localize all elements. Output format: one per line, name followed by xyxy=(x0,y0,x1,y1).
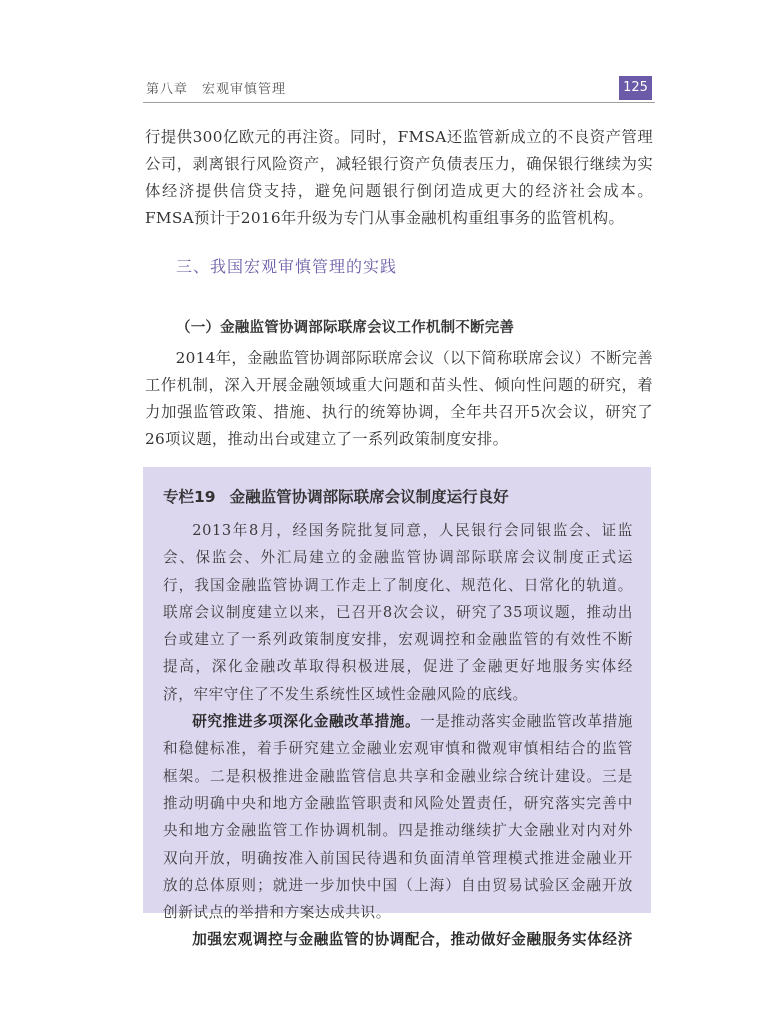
box-paragraph xyxy=(163,926,633,953)
header-divider xyxy=(143,102,655,103)
section-heading: 三、我国宏观审慎管理的实践 xyxy=(176,257,398,276)
box-title xyxy=(163,485,509,507)
chapter-header xyxy=(146,78,286,97)
intro-paragraph: 行提供300亿欧元的再注资。同时，FMSA还监管新成立的不良资产管理公司，剥离银行风险资产，减轻银行资产负债表压力，确保银行继续为实体经济提供信贷支持，避免问题银行倒闭造成更大的经济社会成本。FMSA预计于2016年升级为专门从事金融机构重组事务的监管机构。 xyxy=(145,128,653,227)
box-body xyxy=(163,517,633,954)
box-paragraph xyxy=(163,708,633,926)
chapter-number: 第八章 xyxy=(146,82,189,97)
paragraph-lead: 加强宏观调控与金融监管的协调配合，推动做好金融服务实体经济 xyxy=(192,931,633,949)
chapter-title: 宏观审慎管理 xyxy=(202,82,287,97)
paragraph-text: 一是推动落实金融监管改革措施和稳健标准，着手研究建立金融业宏观审慎和微观审慎相结合的监管框架。二是积极推进金融监管信息共享和金融业综合统计建设。三是推动明确中央和地方金融监管职责和风险处置责任，研究落实完善中央和地方金融监管工作协调机制。四是推动继续扩大金融业对内对外双向开放，明确按准入前国民待遇和负面清单管理模式推进金融业开放的总体原则；就进一步加快中国（上海）自由贸易试验区金融开放创新试点的举措和方案达成共识。 xyxy=(163,713,633,922)
box-label: 专栏19 xyxy=(163,488,216,506)
paragraph-text: 2013年8月，经国务院批复同意，人民银行会同银监会、证监会、保监会、外汇局建立的金融监管协调部际联席会议制度正式运行，我国金融监管协调工作走上了制度化、规范化、日常化的轨道。联席会议制度建立以来，已召开8次会议，研究了35项议题，推动出台或建立了一系列政策制度安排，宏观调控和金融监管的有效性不断提高，深化金融改革取得积极进展，促进了金融更好地服务实体经济，牢牢守住了不发生系统性区域性金融风险的底线。 xyxy=(163,522,633,703)
box-title-text: 金融监管协调部际联席会议制度运行良好 xyxy=(229,488,509,506)
sidebar-box xyxy=(143,467,651,949)
sub-heading: （一）金融监管协调部际联席会议工作机制不断完善 xyxy=(176,319,515,336)
page-number-badge: 125 xyxy=(619,76,652,100)
box-paragraph xyxy=(163,517,633,708)
sub-paragraph: 2014年，金融监管协调部际联席会议（以下简称联席会议）不断完善工作机制，深入开展金融领域重大问题和苗头性、倾向性问题的研究，着力加强监管政策、措施、执行的统筹协调，全年共召开5次会议，研究了26项议题，推动出台或建立了一系列政策制度安排。 xyxy=(145,349,653,448)
paragraph-lead: 研究推进多项深化金融改革措施。 xyxy=(192,713,421,731)
